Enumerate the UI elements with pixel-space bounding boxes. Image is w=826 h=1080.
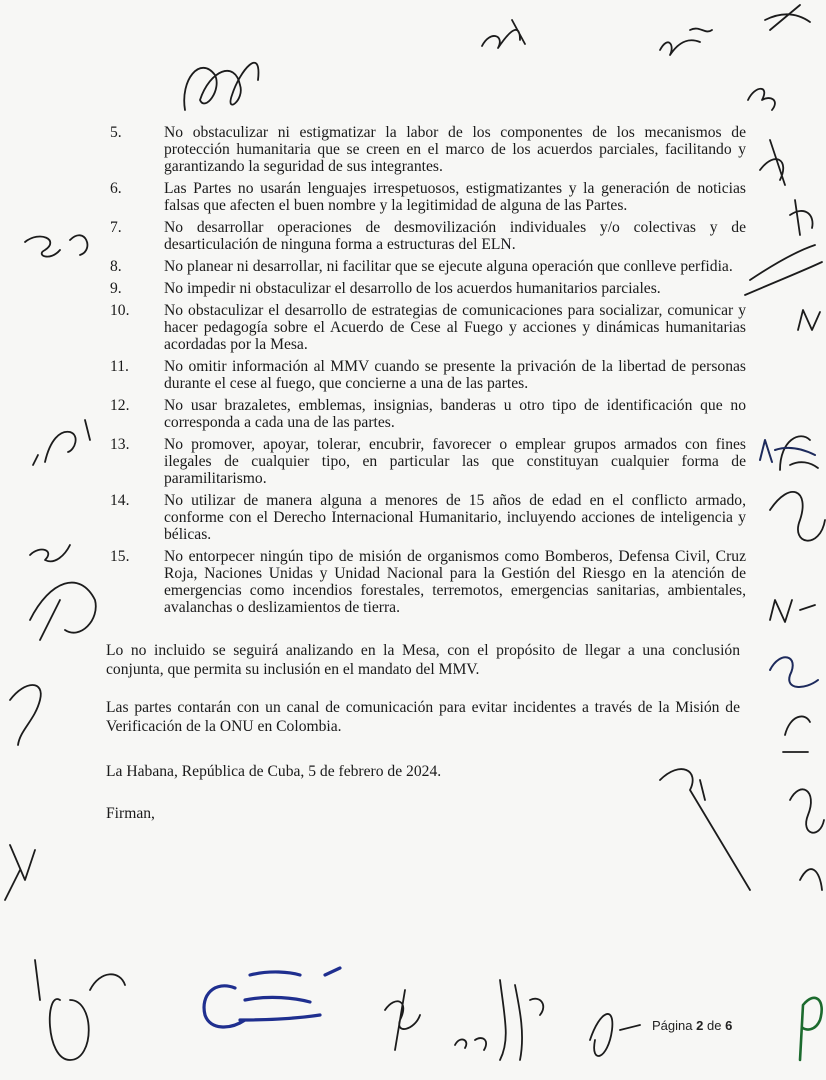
signature-right-8 (770, 600, 815, 622)
list-item (106, 358, 746, 392)
signature-right-4 (745, 245, 822, 295)
item-number: 14. (110, 492, 130, 509)
prohibitions-list (106, 124, 746, 621)
item-number: 9. (110, 280, 122, 297)
item-number: 15. (110, 548, 130, 565)
item-number: 10. (110, 302, 130, 319)
signature-left-6 (5, 845, 35, 900)
signature-right-1 (748, 89, 775, 110)
page-footer (652, 1018, 732, 1033)
item-text: No utilizar de manera alguna a menores de 15 años de edad en el conflicto armado, conforme con el Derecho Internacional Humanitario, incluyendo acciones de inteligencia y bélicas. (164, 492, 746, 543)
item-text: No omitir información al MMV cuando se presente la privación de la libertad de personas durante el cese al fuego, que concierne a una de las partes. (164, 358, 746, 392)
list-item (106, 548, 746, 616)
item-number: 13. (110, 436, 130, 453)
item-text: No impedir ni obstaculizar el desarrollo de los acuerdos humanitarios parciales. (164, 280, 661, 297)
list-item (106, 397, 746, 431)
signature-top-right-1 (660, 29, 712, 55)
list-item (106, 124, 746, 175)
signature-left-2 (33, 420, 90, 465)
item-number: 12. (110, 397, 130, 414)
closing-paragraph-2: Las partes contarán con un canal de comunicación para evitar incidentes a través de la Misión de Verificación de la ONU en Colombia. (106, 699, 740, 735)
signature-right-10 (790, 789, 824, 832)
item-text: No desarrollar operaciones de desmovilización individuales y/o colectivas y de desarticulación de ninguna forma a estructuras del ELN. (164, 219, 746, 253)
item-number: 5. (110, 124, 122, 141)
footer-sep: de (706, 1018, 722, 1033)
footer-label: Página (652, 1018, 693, 1033)
signature-left-3 (30, 545, 70, 561)
signature-right-2 (760, 140, 785, 185)
signature-right-9 (783, 716, 810, 752)
list-item (106, 258, 746, 275)
list-item (106, 302, 746, 353)
signature-navy-right (760, 440, 815, 462)
item-text: No entorpecer ningún tipo de misión de organismos como Bomberos, Defensa Civil, Cruz Roja, Naciones Unidas y Unidad Nacional para la Gestión del Riesgo en la atención de emergencias como incendios forestales, terremotos, emergencias sanitarias, ambientales, avalanchas o deslizamientos de tierra. (164, 548, 746, 616)
item-text: Las Partes no usarán lenguajes irrespetuosos, estigmatizantes y la generación de noticias falsas que afecten el buen nombre y la legitimidad de alguna de las Partes. (164, 180, 746, 214)
signature-bottom-5 (590, 1014, 640, 1056)
signature-blue-bottom (204, 968, 340, 1027)
list-item (106, 492, 746, 543)
signature-right-5 (798, 310, 820, 330)
signature-left-5 (10, 685, 41, 745)
item-number: 8. (110, 258, 122, 275)
list-item (106, 219, 746, 253)
signature-center-right (660, 769, 750, 890)
item-text: No usar brazaletes, emblemas, insignias, banderas u otro tipo de identificación que no corresponda a cada una de las partes. (164, 397, 746, 431)
signature-bottom-left (35, 960, 125, 1060)
list-item (106, 180, 746, 214)
signature-top-center (184, 63, 258, 110)
closing-paragraph-1: Lo no incluido se seguirá analizando en la Mesa, con el propósito de llegar a una conclusión conjunta, que permita su inclusión en el mandato del MMV. (106, 642, 740, 678)
list-item (106, 280, 746, 297)
item-number: 7. (110, 219, 122, 236)
item-text: No planear ni desarrollar, ni facilitar que se ejecute alguna operación que conlleve perfidia. (164, 258, 733, 275)
item-number: 11. (110, 358, 129, 375)
footer-page: 2 (696, 1018, 704, 1033)
signature-right-7 (770, 492, 825, 541)
place-date: La Habana, República de Cuba, 5 de febrero de 2024. (106, 763, 442, 780)
item-number: 6. (110, 180, 122, 197)
item-text: No obstaculizar ni estigmatizar la labor de los componentes de los mecanismos de protección humanitaria que se creen en el marco de los acuerdos parciales, facilitando y garantizando la seguridad de sus integrantes. (164, 124, 746, 175)
signature-bottom-4 (455, 980, 543, 1060)
signature-left-1 (25, 235, 87, 256)
footer-total: 6 (725, 1018, 733, 1033)
item-text: No promover, apoyar, tolerar, encubrir, favorecer o emplear grupos armados con fines ilegales de cualquier tipo, en particular las que constituyan cualquier forma de paramilitarismo. (164, 436, 746, 487)
signature-top-right-2 (765, 5, 810, 30)
signature-green-bottom-right (800, 998, 822, 1060)
item-text: No obstaculizar el desarrollo de estrategias de comunicaciones para socializar, comunicar y hacer pedagogía sobre el Acuerdo de Cese al Fuego y acciones y dinámicas humanitarias acordadas por la Mesa. (164, 302, 746, 353)
signature-right-6 (780, 436, 818, 470)
signature-top-center-2 (482, 20, 525, 48)
signature-right-11 (800, 869, 822, 890)
list-item (106, 436, 746, 487)
signature-right-3 (790, 200, 813, 235)
signature-left-4 (30, 583, 96, 640)
signature-bottom-3 (385, 990, 420, 1050)
signoff: Firman, (106, 805, 155, 822)
signature-navy-right-2 (770, 657, 818, 687)
